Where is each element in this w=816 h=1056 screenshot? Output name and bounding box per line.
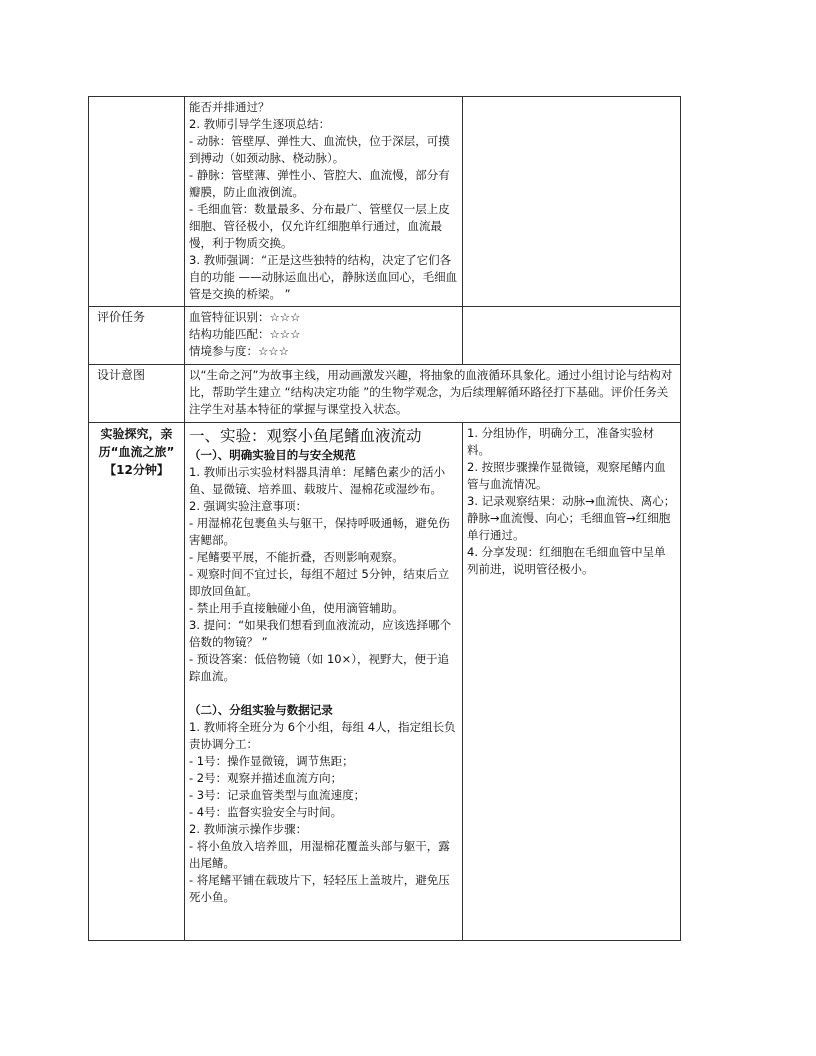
text-line: - 将小鱼放入培养皿，用湿棉花覆盖头部与躯干，露出尾鳍。 <box>189 839 450 870</box>
text-line: - 2号：观察并描述血流方向； <box>189 771 343 785</box>
student-line: 4. 分享发现：红细胞在毛细血管中呈单列前进，说明管径极小。 <box>467 545 666 576</box>
design-intent-text: 以“生命之河”为故事主线，用动画激发兴趣，将抽象的血液循环具象化。通过小组讨论与结构对比，帮助学生建立 “结构决定功能 ”的生物学观念，为后续理解循环路径打下基础。评价任务关注学生对基本特征的掌握与课堂投入状态。 <box>189 368 673 416</box>
row-label-cell <box>89 423 185 941</box>
design-intent-cell <box>185 365 681 423</box>
row-label-cell <box>89 365 185 423</box>
subsection-title: （二）、分组实验与数据记录 <box>189 703 333 717</box>
text-line: - 观察时间不宜过长，每组不超过 5分钟，结束后立即放回鱼缸。 <box>189 567 450 598</box>
text-line: 1. 教师将全班分为 6个小组，每组 4人，指定组长负责协调分工： <box>189 720 456 751</box>
student-line: 1. 分组协作，明确分工，准备实验材料。 <box>467 426 655 457</box>
text-line: - 3号：记录血管类型与血流速度； <box>189 788 366 802</box>
teacher-activity-cell <box>185 97 463 307</box>
row-label-cell-empty <box>89 97 185 307</box>
table-row <box>89 97 681 307</box>
evaluation-item: 情境参与度：☆☆☆ <box>189 344 289 358</box>
text-line: 2. 教师演示操作步骤： <box>189 822 308 836</box>
text-line: - 预设答案：低倍物镜（如 10×），视野大，便于追踪血流。 <box>189 652 449 683</box>
subsection-title: （一）、明确实验目的与安全规范 <box>189 448 356 462</box>
row-label-cell <box>89 307 185 365</box>
table-row <box>89 365 681 423</box>
lesson-plan-table <box>88 96 681 941</box>
text-line: - 静脉：管壁薄、弹性小、管腔大、血流慢，部分有瓣膜，防止血液倒流。 <box>189 168 450 199</box>
text-line: 1. 教师出示实验材料器具清单：尾鳍色素少的活小鱼、显微镜、培养皿、载玻片、湿棉花或湿纱布。 <box>189 465 446 496</box>
text-line: - 毛细血管：数量最多、分布最广、管壁仅一层上皮细胞、管径极小，仅允许红细胞单行通过，血流最慢，利于物质交换。 <box>189 202 450 250</box>
evaluation-cell-empty <box>463 307 681 365</box>
student-line: 3. 记录观察结果：动脉→血流快、离心；静脉→血流慢、向心；毛细血管→红细胞单行通过。 <box>467 494 676 542</box>
student-activity-cell-empty <box>463 97 681 307</box>
stage-title: 实验探究，亲历“血流之旅” <box>98 427 175 459</box>
text-line: 3. 提问：“如果我们想看到血液流动，应该选择哪个倍数的物镜？ ” <box>189 618 452 649</box>
text-line: - 动脉：管壁厚、弹性大、血流快，位于深层，可摸到搏动（如颈动脉、桡动脉）。 <box>189 134 450 165</box>
text-line: - 将尾鳍平铺在载玻片下，轻轻压上盖玻片，避免压死小鱼。 <box>189 873 450 904</box>
section-title: 一、实验：观察小鱼尾鳍血液流动 <box>189 427 422 445</box>
text-line: 3. 教师强调：“正是这些独特的结构，决定了它们各自的功能 ——动脉运血出心，静脉送血回心，毛细血管是交换的桥梁。 ” <box>189 253 458 301</box>
teacher-activity-cell <box>185 423 463 941</box>
row-label: 评价任务 <box>97 310 146 324</box>
evaluation-cell <box>185 307 463 365</box>
table-row <box>89 307 681 365</box>
row-label: 设计意图 <box>97 368 146 382</box>
text-line: 2. 强调实验注意事项： <box>189 499 308 513</box>
text-line: - 4号：监督实验安全与时间。 <box>189 805 343 819</box>
stage-duration: 【12分钟】 <box>104 463 169 477</box>
student-activity-cell <box>463 423 681 941</box>
student-line: 2. 按照步骤操作显微镜，观察尾鳍内血管与血流情况。 <box>467 460 666 491</box>
text-line: - 禁止用手直接触碰小鱼，使用滴管辅助。 <box>189 601 404 615</box>
evaluation-item: 结构功能匹配：☆☆☆ <box>189 327 301 341</box>
table-row <box>89 423 681 941</box>
text-line: 2. 教师引导学生逐项总结： <box>189 117 331 131</box>
text-line: - 1号：操作显微镜，调节焦距； <box>189 754 354 768</box>
text-line: - 尾鳍要平展，不能折叠，否则影响观察。 <box>189 550 404 564</box>
text-line: 能否并排通过？ <box>189 100 270 114</box>
evaluation-item: 血管特征识别：☆☆☆ <box>189 310 301 324</box>
text-line: - 用湿棉花包裹鱼头与躯干，保持呼吸通畅，避免伤害鳃部。 <box>189 516 450 547</box>
